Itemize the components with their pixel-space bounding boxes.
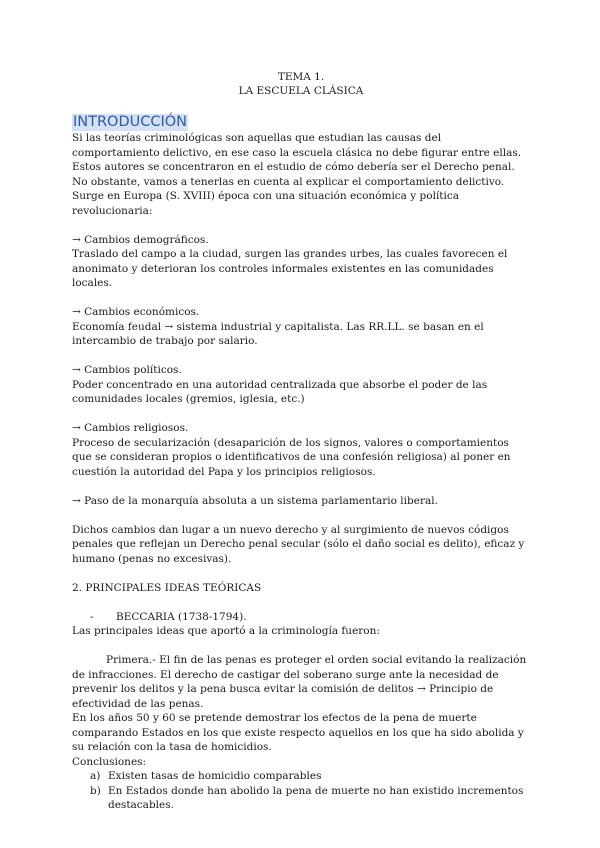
- list-item-text: En Estados donde han abolido la pena de muerte no han existido incrementos destacables.: [108, 784, 524, 811]
- change-text-political: Poder concentrado en una autoridad centralizada que absorbe el poder de las comunidades locales (gremios, iglesia, etc.): [72, 378, 488, 405]
- beccaria-bullet: [72, 610, 530, 625]
- years-paragraph: En los años 50 y 60 se pretende demostrar los efectos de la pena de muerte comparando Estados en los que existe respecto aquellos en los que ha sido abolida y su relación con la tasa de homicidios.: [72, 712, 524, 753]
- change-text-religious: Proceso de secularización (desaparición de los signos, valores o comportamientos que se consideran propios o identificativos de una confesión religiosa) al poner en cuestión la autoridad del Papa y los principios religiosos.: [72, 436, 511, 478]
- conclusions-list: [72, 769, 530, 813]
- change-label-demographic: → Cambios demográficos.: [72, 233, 209, 246]
- beccaria-label: BECCARIA (1738-1794).: [116, 610, 247, 623]
- topic-number: TEMA 1.: [277, 71, 325, 83]
- consequence-paragraph: Dichos cambios dan lugar a un nuevo derecho y al surgimiento de nuevos códigos penales que reflejan un Derecho penal secular (sólo el daño social es delito), eficaz y humano (penas no excesivas).: [72, 523, 525, 565]
- list-item: [72, 769, 530, 784]
- section2-heading: 2. PRINCIPALES IDEAS TEÓRICAS: [72, 581, 262, 594]
- change-label-religious: → Cambios religiosos.: [72, 422, 189, 434]
- primera-paragraph: Primera.- El fin de las penas es proteger el orden social evitando la realización de infracciones. El derecho de castigar del soberano surge ante la necesidad de prevenir los delitos y la pena busca evitar la comisión de delitos → Principio de efectividad de las penas.: [72, 654, 527, 710]
- title-block: [72, 70, 530, 98]
- list-item: [72, 784, 530, 813]
- change-label-economic: → Cambios económicos.: [72, 306, 200, 318]
- intro-paragraph-2: Estos autores se concentraron en el estudio de cómo debería ser el Derecho penal. No obstante, vamos a tenerlas en cuenta al explicar el comportamiento delictivo.: [72, 161, 515, 188]
- list-marker: a): [90, 770, 101, 782]
- change-text-economic: Economía feudal → sistema industrial y capitalista. Las RR.LL. se basan en el intercambio de trabajo por salario.: [72, 320, 484, 347]
- change-label-political: → Cambios políticos.: [72, 364, 182, 376]
- topic-title: LA ESCUELA CLÁSICA: [238, 85, 364, 97]
- change-text-demographic: Traslado del campo a la ciudad, surgen las grandes urbes, las cuales favorecen el anonimato y deterioran los controles informales existentes en las comunidades locales.: [72, 248, 508, 289]
- intro-paragraph-1: Si las teorías criminológicas son aquellas que estudian las causas del comportamiento delictivo, en ese caso la escuela clásica no debe figurar entre ellas.: [72, 132, 522, 159]
- intro-paragraph-3: Surge en Europa (S. XVIII) época con una situación económica y política revolucionaria:: [72, 190, 460, 217]
- intro-section: [72, 111, 530, 581]
- list-marker: b): [90, 784, 101, 797]
- conclusions-label: Conclusiones:: [72, 755, 147, 768]
- list-item-text: Existen tasas de homicidio comparables: [108, 770, 322, 782]
- theory-section: [72, 581, 530, 813]
- bullet-dash: -: [90, 610, 94, 623]
- intro-heading: INTRODUCCIÓN: [73, 114, 188, 130]
- section2-intro: Las principales ideas que aportó a la criminología fueron:: [72, 625, 380, 637]
- transition-line: → Paso de la monarquía absoluta a un sistema parlamentario liberal.: [72, 494, 438, 507]
